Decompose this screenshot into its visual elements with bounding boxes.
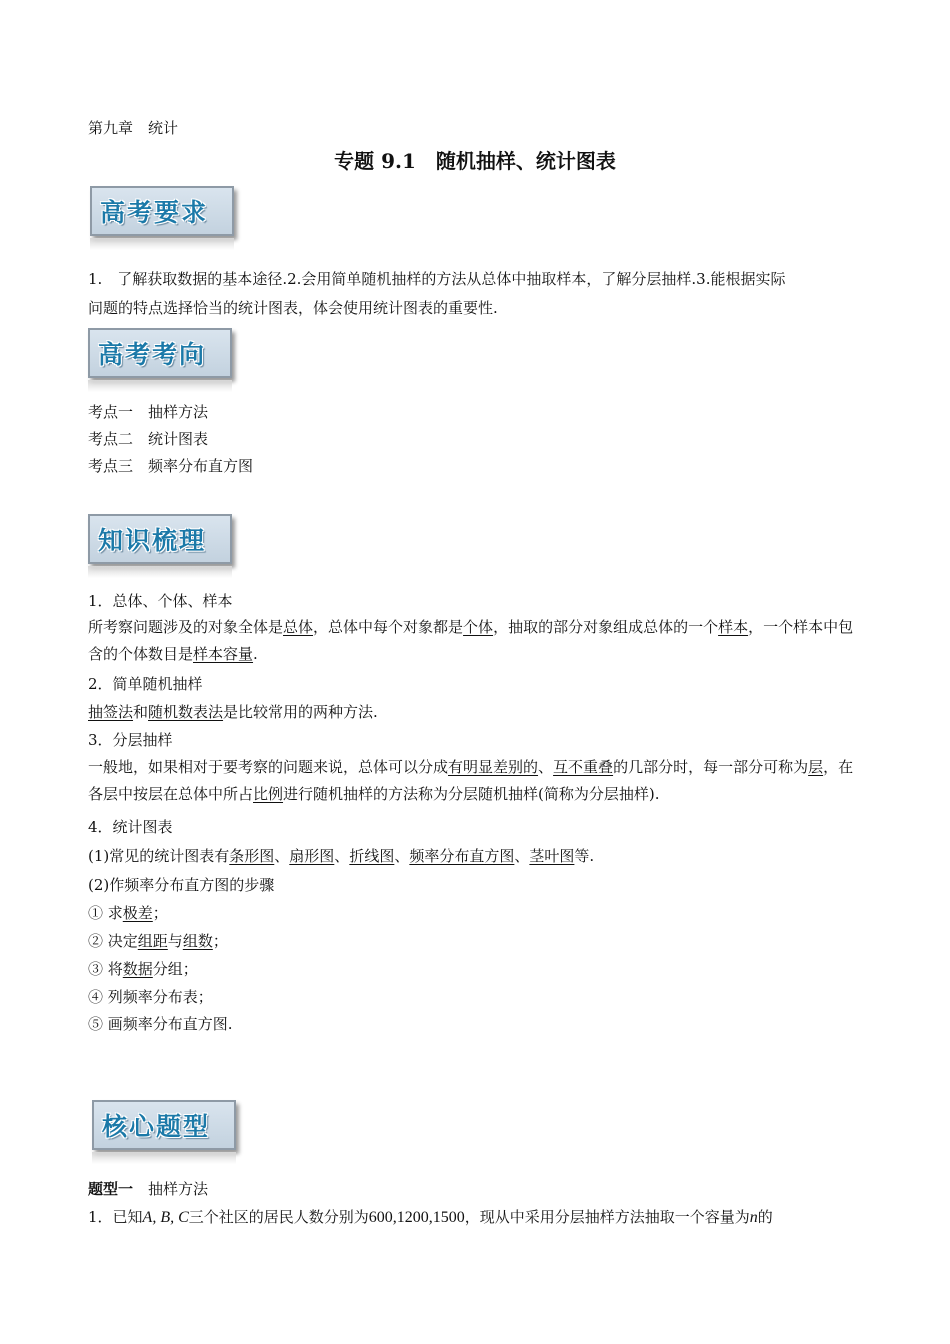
term-stem-leaf: 茎叶图 bbox=[529, 847, 575, 865]
text: 是比较常用的两种方法. bbox=[223, 703, 378, 721]
requirements-line-1: 1. 了解获取数据的基本途径.2.会用简单随机抽样的方法从总体中抽取样本，了解分层抽样.3.能根据实际 bbox=[88, 270, 786, 288]
step-1 bbox=[88, 902, 168, 923]
term-line-chart: 折线图 bbox=[349, 847, 395, 865]
badge-label: 知识梳理 bbox=[98, 526, 207, 555]
math-n: n bbox=[749, 1209, 758, 1226]
text: ③ 将 bbox=[88, 960, 123, 978]
text: 、 bbox=[394, 847, 410, 865]
term-range: 极差 bbox=[122, 904, 153, 922]
section-badge-direction bbox=[88, 328, 232, 378]
text: ① 求 bbox=[88, 904, 123, 922]
term-pie-chart: 扇形图 bbox=[289, 847, 335, 865]
badge-label: 高考考向 bbox=[98, 340, 207, 369]
text: . bbox=[253, 645, 258, 663]
math-populations: 600,1200,1500 bbox=[368, 1209, 465, 1226]
text: 1．已知 bbox=[88, 1208, 143, 1226]
text: 进行随机抽样的方法称为分层随机抽样(简称为分层抽样). bbox=[283, 785, 660, 803]
step-2 bbox=[88, 930, 228, 951]
section-badge-core bbox=[92, 1100, 236, 1150]
term-non-overlap: 互不重叠 bbox=[553, 758, 614, 776]
text: 的 bbox=[757, 1208, 773, 1226]
point-3: 考点三 频率分布直方图 bbox=[88, 457, 254, 475]
text: 与 bbox=[167, 932, 183, 950]
text: ； bbox=[212, 932, 228, 950]
k3-paragraph bbox=[88, 754, 868, 808]
step-5: ⑤ 画频率分布直方图. bbox=[88, 1015, 233, 1033]
text: 等. bbox=[574, 847, 595, 865]
math-abc: A, B, C bbox=[142, 1209, 189, 1226]
k1-paragraph bbox=[88, 614, 868, 668]
badge-reflection bbox=[90, 238, 234, 250]
term-class-width: 组距 bbox=[137, 932, 168, 950]
k2-paragraph bbox=[88, 701, 378, 722]
badge-reflection bbox=[88, 566, 232, 578]
text: ； bbox=[152, 904, 168, 922]
question-1 bbox=[88, 1206, 773, 1227]
step-3 bbox=[88, 958, 198, 979]
term-histogram: 频率分布直方图 bbox=[409, 847, 515, 865]
term-stratum: 层 bbox=[808, 758, 824, 776]
type-heading bbox=[88, 1178, 208, 1199]
k3-heading: 3．分层抽样 bbox=[88, 731, 173, 749]
term-class-count: 组数 bbox=[182, 932, 213, 950]
term-random-table: 随机数表法 bbox=[148, 703, 224, 721]
term-sample-size: 样本容量 bbox=[193, 645, 254, 663]
point-2: 考点二 统计图表 bbox=[88, 430, 209, 448]
text: 所考察问题涉及的对象全体是 bbox=[88, 618, 284, 636]
term-individual: 个体 bbox=[463, 618, 494, 636]
term-proportion: 比例 bbox=[253, 785, 284, 803]
text: ，在各层中按层在总体中所占 bbox=[88, 758, 854, 803]
text: 分组； bbox=[152, 960, 198, 978]
text: ② 决定 bbox=[88, 932, 138, 950]
k4-line-1 bbox=[88, 845, 594, 866]
term-distinct: 有明显差别的 bbox=[448, 758, 539, 776]
text: 、 bbox=[538, 758, 554, 776]
text: ，总体中每个对象都是 bbox=[313, 618, 464, 636]
k2-heading: 2．简单随机抽样 bbox=[88, 675, 203, 693]
text: 的几部分时，每一部分可称为 bbox=[613, 758, 809, 776]
chapter-label: 第九章 统计 bbox=[88, 119, 179, 137]
type-title: 抽样方法 bbox=[133, 1180, 209, 1198]
text: (1)常见的统计图表有 bbox=[88, 847, 230, 865]
text: 、 bbox=[274, 847, 290, 865]
section-badge-requirements bbox=[90, 186, 234, 236]
text: ，现从中采用分层抽样方法抽取一个容量为 bbox=[464, 1208, 750, 1226]
type-label: 题型一 bbox=[88, 1180, 134, 1198]
text: 和 bbox=[133, 703, 149, 721]
badge-label: 核心题型 bbox=[102, 1112, 211, 1141]
page-title: 专题 9.1 随机抽样、统计图表 bbox=[334, 149, 616, 173]
k4-heading: 4．统计图表 bbox=[88, 818, 173, 836]
term-bar-chart: 条形图 bbox=[229, 847, 275, 865]
text: ，抽取的部分对象组成总体的一个 bbox=[493, 618, 719, 636]
badge-reflection bbox=[88, 380, 232, 392]
text: 三个社区的居民人数分别为 bbox=[188, 1208, 369, 1226]
text: 、 bbox=[334, 847, 350, 865]
term-sample: 样本 bbox=[718, 618, 749, 636]
point-1: 考点一 抽样方法 bbox=[88, 403, 209, 421]
text: 一般地，如果相对于要考察的问题来说，总体可以分成 bbox=[88, 758, 449, 776]
section-badge-knowledge bbox=[88, 514, 232, 564]
term-lottery: 抽签法 bbox=[88, 703, 134, 721]
term-data: 数据 bbox=[122, 960, 153, 978]
term-population: 总体 bbox=[283, 618, 314, 636]
badge-label: 高考要求 bbox=[100, 198, 209, 227]
text: 、 bbox=[514, 847, 530, 865]
badge-reflection bbox=[92, 1152, 236, 1164]
text: ，一个样本中包含的个体数目是 bbox=[88, 618, 854, 663]
k4-line-2: (2)作频率分布直方图的步骤 bbox=[88, 876, 275, 894]
step-4: ④ 列频率分布表； bbox=[88, 988, 213, 1006]
k1-heading: 1．总体、个体、样本 bbox=[88, 592, 233, 610]
requirements-line-2: 问题的特点选择恰当的统计图表，体会使用统计图表的重要性. bbox=[88, 299, 498, 317]
